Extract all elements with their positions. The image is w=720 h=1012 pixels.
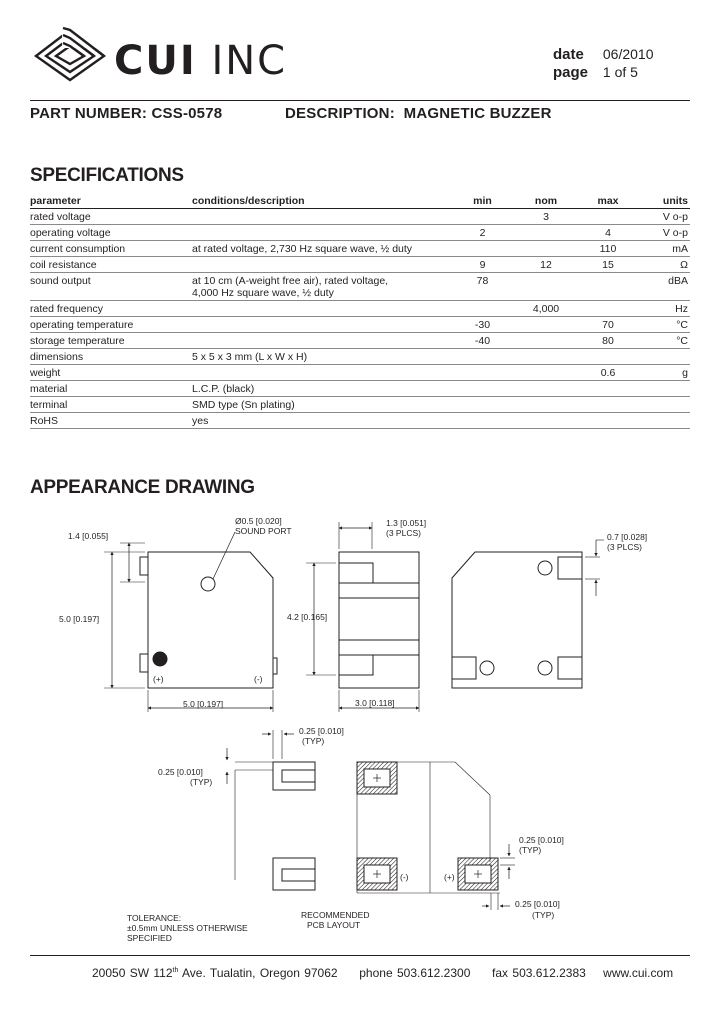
spec-row — [30, 349, 690, 365]
dim-025-b: 0.25 [0.010] — [158, 767, 203, 777]
spec-parameter: material — [30, 381, 192, 397]
spec-conditions: yes — [192, 413, 450, 429]
back-view-body — [452, 552, 582, 688]
spec-max — [577, 413, 639, 429]
spec-min: -40 — [450, 333, 515, 349]
footer — [92, 966, 673, 980]
page-label: page — [553, 64, 589, 81]
sound-port-label: SOUND PORT — [235, 526, 292, 536]
spec-parameter: current consumption — [30, 241, 192, 257]
dim-025-a: 0.25 [0.010] — [299, 726, 344, 736]
spec-min — [450, 381, 515, 397]
spec-max: 15 — [577, 257, 639, 273]
spec-conditions — [192, 209, 450, 225]
spec-nom — [515, 365, 577, 381]
spec-min: 2 — [450, 225, 515, 241]
dim-hole: Ø0.5 [0.020] — [235, 516, 282, 526]
spec-min: 9 — [450, 257, 515, 273]
footer-web[interactable]: www.cui.com — [603, 966, 674, 980]
minus-terminal-label: (-) — [254, 674, 263, 684]
company-name: CUI INC — [114, 38, 288, 84]
spec-units — [639, 397, 690, 413]
col-parameter: parameter — [30, 193, 192, 209]
dim-5-0-horizontal: 5.0 [0.197] — [183, 699, 224, 709]
spec-row — [30, 241, 690, 257]
spec-row — [30, 365, 690, 381]
dim-025-d: 0.25 [0.010] — [515, 899, 560, 909]
spec-parameter: weight — [30, 365, 192, 381]
spec-units: g — [639, 365, 690, 381]
spec-nom — [515, 241, 577, 257]
spec-min: -30 — [450, 317, 515, 333]
date-label: date — [553, 46, 584, 63]
spec-max — [577, 209, 639, 225]
spec-parameter: storage temperature — [30, 333, 192, 349]
dim-4-2: 4.2 [0.165] — [287, 612, 328, 622]
spec-conditions — [192, 257, 450, 273]
part-number: PART NUMBER: CSS-0578 — [30, 105, 223, 122]
col-nom: nom — [515, 193, 577, 209]
col-units: units — [639, 193, 690, 209]
spec-max — [577, 349, 639, 365]
dim-1-3-plcs: (3 PLCS) — [386, 528, 421, 538]
spec-parameter: coil resistance — [30, 257, 192, 273]
spec-parameter: operating temperature — [30, 317, 192, 333]
spec-nom: 4,000 — [515, 301, 577, 317]
dim-1-4: 1.4 [0.055] — [68, 531, 109, 541]
spec-max: 4 — [577, 225, 639, 241]
specifications-title: SPECIFICATIONS — [30, 165, 184, 186]
spec-conditions: 5 x 5 x 3 mm (L x W x H) — [192, 349, 450, 365]
spec-row — [30, 333, 690, 349]
plus-terminal-label: (+) — [153, 674, 164, 684]
spec-row — [30, 301, 690, 317]
spec-units: mA — [639, 241, 690, 257]
spec-row — [30, 381, 690, 397]
spec-max: 110 — [577, 241, 639, 257]
spec-conditions — [192, 301, 450, 317]
dim-025-b-typ: (TYP) — [190, 777, 213, 787]
spec-conditions: at rated voltage, 2,730 Hz square wave, ½ duty — [192, 241, 450, 257]
tolerance-line-2: ±0.5mm UNLESS OTHERWISE — [127, 923, 248, 933]
spec-min — [450, 301, 515, 317]
spec-max: 80 — [577, 333, 639, 349]
spec-nom — [515, 317, 577, 333]
spec-units: Hz — [639, 301, 690, 317]
recommended-label: RECOMMENDED — [301, 910, 370, 920]
spec-units: dBA — [639, 273, 690, 301]
spec-parameter: sound output — [30, 273, 192, 301]
spec-nom — [515, 273, 577, 301]
spec-min — [450, 397, 515, 413]
spec-max — [577, 397, 639, 413]
sound-port-hole — [201, 577, 215, 591]
spec-min: 78 — [450, 273, 515, 301]
spec-min — [450, 349, 515, 365]
pcb-minus-label: (-) — [400, 872, 409, 882]
spec-conditions: at 10 cm (A-weight free air), rated voltage, 4,000 Hz square wave, ½ duty — [192, 273, 450, 301]
dim-025-c-typ: (TYP) — [519, 845, 542, 855]
specifications-table — [30, 193, 690, 429]
spec-min — [450, 413, 515, 429]
pcb-plus-label: (+) — [444, 872, 455, 882]
spec-nom — [515, 349, 577, 365]
footer-address: 20050 SW 112th Ave. Tualatin, Oregon 97062 — [92, 966, 338, 980]
spec-max: 70 — [577, 317, 639, 333]
spec-row — [30, 225, 690, 241]
spec-nom: 12 — [515, 257, 577, 273]
col-max: max — [577, 193, 639, 209]
dim-5-0-vertical: 5.0 [0.197] — [59, 614, 100, 624]
spec-row — [30, 397, 690, 413]
date-row — [553, 46, 654, 63]
dim-1-3: 1.3 [0.051] — [386, 518, 427, 528]
spec-max — [577, 273, 639, 301]
spec-row — [30, 273, 690, 301]
spec-units: °C — [639, 317, 690, 333]
spec-parameter: rated frequency — [30, 301, 192, 317]
spec-row — [30, 209, 690, 225]
spec-min — [450, 365, 515, 381]
footer-divider — [30, 955, 690, 956]
spec-min — [450, 209, 515, 225]
spec-units — [639, 381, 690, 397]
page-value: 1 of 5 — [602, 64, 638, 80]
spec-row — [30, 257, 690, 273]
spec-max — [577, 301, 639, 317]
spec-units: V o-p — [639, 209, 690, 225]
spec-nom — [515, 397, 577, 413]
appearance-drawing — [0, 500, 720, 950]
spec-nom — [515, 225, 577, 241]
spec-max — [577, 381, 639, 397]
spec-nom — [515, 413, 577, 429]
dim-025-d-typ: (TYP) — [532, 910, 555, 920]
date-value: 06/2010 — [602, 46, 654, 62]
spec-units — [639, 349, 690, 365]
dim-0-7: 0.7 [0.028] — [607, 532, 648, 542]
col-conditions: conditions/description — [192, 193, 450, 209]
spec-conditions: SMD type (Sn plating) — [192, 397, 450, 413]
spec-min — [450, 241, 515, 257]
spec-conditions: L.C.P. (black) — [192, 381, 450, 397]
spec-nom: 3 — [515, 209, 577, 225]
front-view-body — [148, 552, 273, 688]
pcb-layout-label: PCB LAYOUT — [307, 920, 361, 930]
dim-025-a-typ: (TYP) — [302, 736, 325, 746]
tolerance-line-1: TOLERANCE: — [127, 913, 182, 923]
tolerance-line-3: SPECIFIED — [127, 933, 172, 943]
spec-conditions — [192, 333, 450, 349]
spec-parameter: operating voltage — [30, 225, 192, 241]
spec-parameter: dimensions — [30, 349, 192, 365]
spec-parameter: terminal — [30, 397, 192, 413]
spec-max: 0.6 — [577, 365, 639, 381]
dim-025-c: 0.25 [0.010] — [519, 835, 564, 845]
footer-phone: phone 503.612.2300 — [359, 966, 471, 980]
spec-row — [30, 317, 690, 333]
spec-conditions — [192, 317, 450, 333]
col-min: min — [450, 193, 515, 209]
spec-conditions — [192, 225, 450, 241]
spec-parameter: rated voltage — [30, 209, 192, 225]
header-divider — [30, 100, 690, 101]
spec-nom — [515, 333, 577, 349]
dim-3-0: 3.0 [0.118] — [355, 698, 395, 708]
dim-0-7-plcs: (3 PLCS) — [607, 542, 642, 552]
side-view-body — [339, 552, 419, 688]
spec-units: °C — [639, 333, 690, 349]
cui-logo-icon — [30, 26, 110, 82]
footer-fax: fax 503.612.2383 — [492, 966, 586, 980]
spec-parameter: RoHS — [30, 413, 192, 429]
spec-conditions — [192, 365, 450, 381]
description: DESCRIPTION: MAGNETIC BUZZER — [285, 105, 552, 122]
spec-nom — [515, 381, 577, 397]
page-row — [553, 64, 638, 81]
spec-units — [639, 413, 690, 429]
appearance-drawing-title: APPEARANCE DRAWING — [30, 477, 255, 498]
spec-units: V o-p — [639, 225, 690, 241]
spec-row — [30, 413, 690, 429]
spec-units: Ω — [639, 257, 690, 273]
